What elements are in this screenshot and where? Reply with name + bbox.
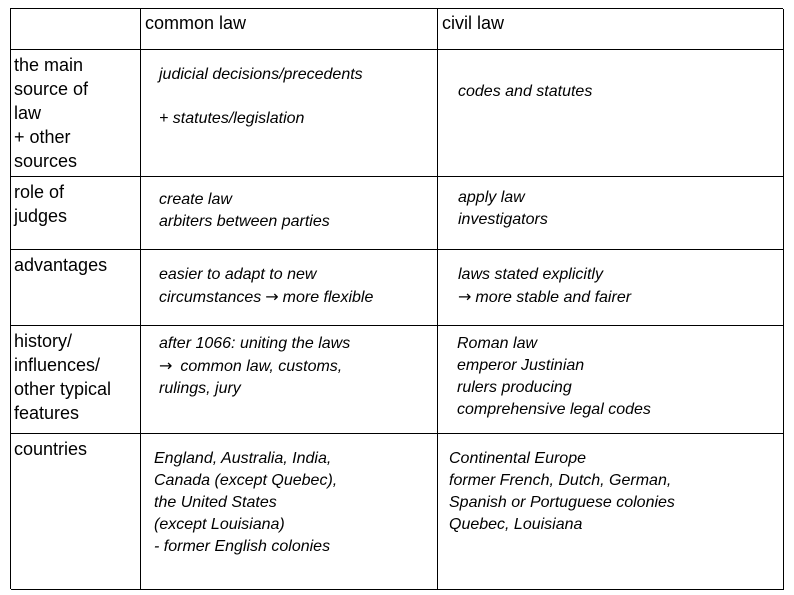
row-label-countries (11, 434, 141, 590)
row-label-line: countries (14, 439, 88, 459)
cell-civil-law-role-of-judges (438, 177, 784, 250)
cell-text-line: - former English colonies (154, 538, 331, 555)
cell-text-part: circumstances (159, 289, 262, 306)
cell-text-line: the United States (154, 494, 277, 511)
cell-text-line: after 1066: uniting the laws (159, 335, 351, 352)
cell-text-line: former French, Dutch, German, (449, 472, 672, 489)
cell-text-line: Quebec, Louisiana (449, 516, 583, 533)
cell-text-line: easier to adapt to new (159, 266, 317, 283)
cell-text-line: + statutes/legislation (159, 110, 305, 127)
row-label-line: influences/ (14, 355, 101, 375)
right-arrow-icon: → (265, 287, 279, 306)
cell-text-line: Roman law (457, 335, 538, 352)
row-label-role-of-judges (11, 177, 141, 250)
cell-text-line: (except Louisiana) (154, 516, 285, 533)
row-label-line: the main (14, 55, 84, 75)
cell-text-line: judicial decisions/precedents (159, 66, 363, 83)
cell-text-line: laws stated explicitly (458, 266, 603, 283)
row-label-advantages (11, 250, 141, 326)
cell-text-line: rulings, jury (159, 380, 241, 397)
cell-text-part: common law, customs, (180, 358, 343, 375)
cell-civil-law-history (438, 326, 784, 434)
right-arrow-icon: → (159, 356, 173, 375)
header-common-law (141, 9, 438, 50)
row-label-line: law (14, 103, 42, 123)
cell-text-line: Spanish or Portuguese colonies (449, 494, 675, 511)
column-heading-common-law: common law (145, 13, 247, 33)
row-label-history (11, 326, 141, 434)
cell-common-law-advantages (141, 250, 438, 326)
cell-common-law-history (141, 326, 438, 434)
cell-text-line: Canada (except Quebec), (154, 472, 338, 489)
cell-civil-law-advantages (438, 250, 784, 326)
column-heading-civil-law: civil law (442, 13, 505, 33)
cell-text-line (159, 355, 350, 378)
cell-text-line: apply law (458, 189, 525, 206)
comparison-table (10, 8, 783, 589)
cell-text-line: arbiters between parties (159, 213, 330, 230)
row-label-line: + other (14, 127, 71, 147)
row-label-line: advantages (14, 255, 108, 275)
blank-line (159, 86, 363, 108)
row-label-line: sources (14, 151, 78, 171)
row-label-line: other typical (14, 379, 112, 399)
row-label-line: features (14, 403, 80, 423)
cell-text-line: create law (159, 191, 232, 208)
cell-text-line (159, 286, 373, 309)
cell-text-line: investigators (458, 211, 548, 228)
header-civil-law (438, 9, 784, 50)
header-corner-cell (11, 9, 141, 50)
cell-common-law-countries (141, 434, 438, 590)
cell-text-line: England, Australia, India, (154, 450, 332, 467)
row-label-line: role of (14, 182, 65, 202)
cell-text-line: comprehensive legal codes (457, 401, 651, 418)
cell-text-line (458, 286, 631, 309)
cell-text-part: more stable and fairer (475, 289, 632, 306)
cell-common-law-role-of-judges (141, 177, 438, 250)
cell-common-law-main-source (141, 50, 438, 177)
cell-text-line: codes and statutes (458, 83, 593, 100)
row-label-main-source (11, 50, 141, 177)
cell-text-line: emperor Justinian (457, 357, 585, 374)
row-label-line: history/ (14, 331, 73, 351)
row-label-line: source of (14, 79, 89, 99)
cell-text-part: more flexible (282, 289, 374, 306)
row-label-line: judges (14, 206, 68, 226)
right-arrow-icon: → (458, 287, 472, 306)
cell-civil-law-main-source (438, 50, 784, 177)
cell-civil-law-countries (438, 434, 784, 590)
cell-text-line: rulers producing (457, 379, 572, 396)
cell-text-line: Continental Europe (449, 450, 586, 467)
